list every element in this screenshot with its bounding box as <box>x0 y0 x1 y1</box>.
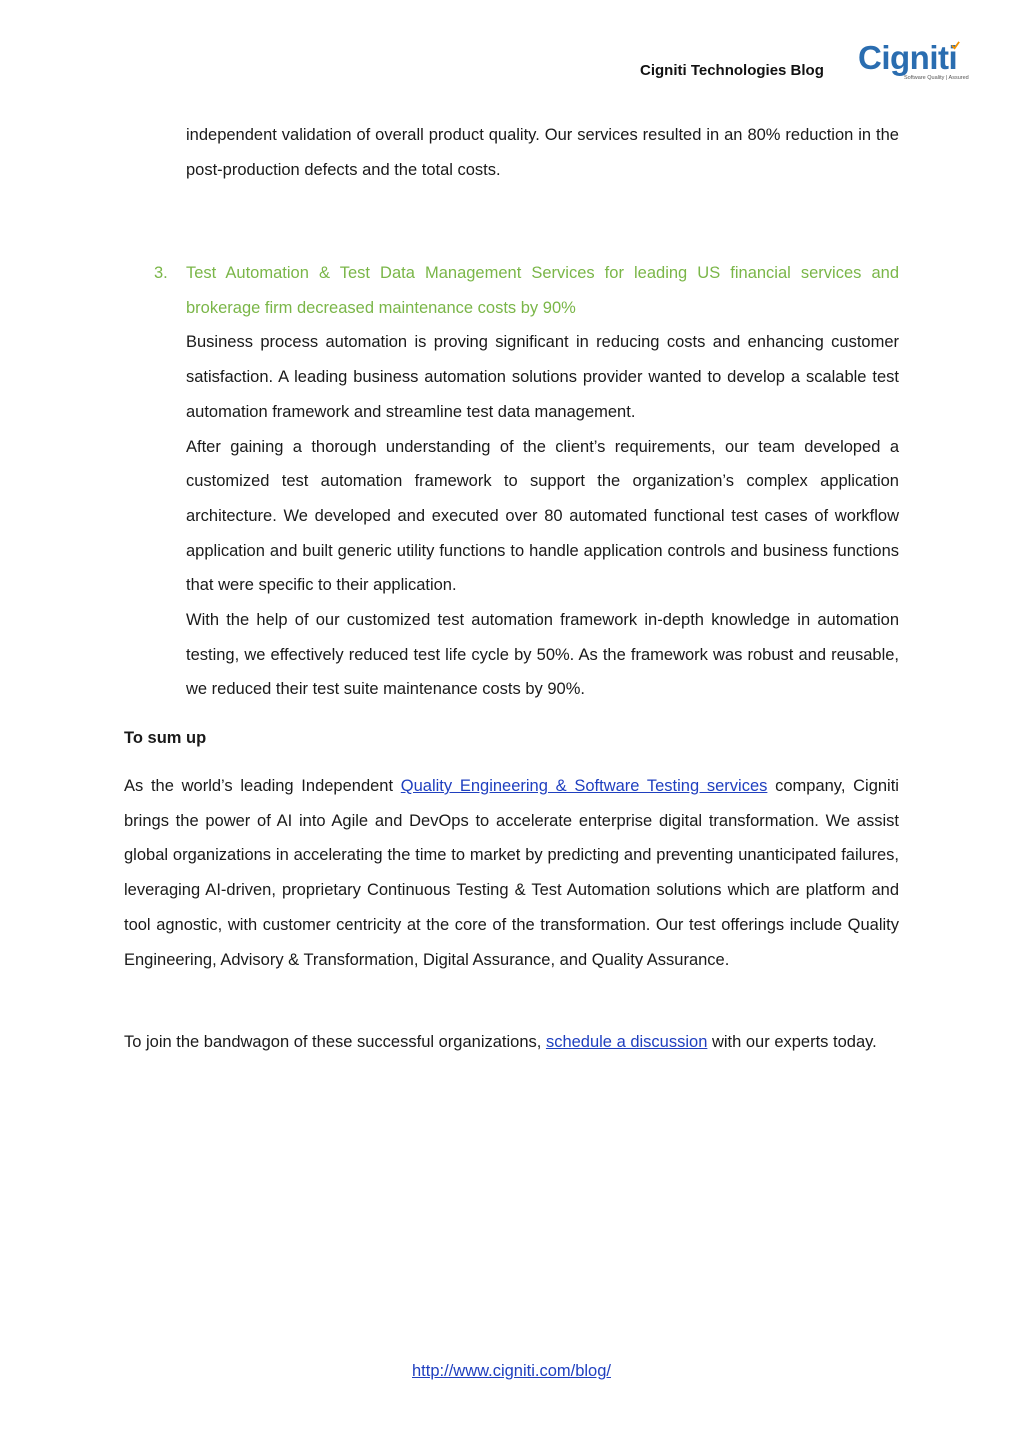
page-header <box>0 40 1023 90</box>
page-footer <box>0 1362 1023 1381</box>
logo-tagline: Software Quality | Assured <box>904 75 969 81</box>
list-item-paragraph: Business process automation is proving significant in reducing costs and enhancing customer satisfaction. A leading business automation solutions provider wanted to develop a scalable test automation framework and streamline test data management. <box>186 333 899 421</box>
schedule-discussion-link[interactable]: schedule a discussion <box>545 1033 708 1051</box>
intro-paragraph-block <box>186 118 899 187</box>
cta-paragraph-block <box>124 1025 899 1060</box>
cta-paragraph <box>124 1025 899 1060</box>
blog-title: Cigniti Technologies Blog <box>640 62 824 79</box>
cta-text-after-link: with our experts today. <box>707 1033 877 1051</box>
quality-engineering-link[interactable]: Quality Engineering & Software Testing services <box>400 777 768 795</box>
list-item-number: 3. <box>154 264 168 282</box>
cigniti-logo <box>858 40 974 84</box>
blog-url-link[interactable]: http://www.cigniti.com/blog/ <box>412 1362 611 1380</box>
list-item-paragraph: After gaining a thorough understanding of the client’s requirements, our team developed a customized test automation framework to support the organization’s complex application architecture. We developed and executed over 80 automated functional test cases of workflow application and built generic utility functions to handle application controls and business functions that were specific to their application. <box>186 437 899 595</box>
summary-heading-block <box>124 721 899 756</box>
summary-text-before-link: As the world’s leading Independent <box>124 777 401 795</box>
logo-tick-icon <box>951 41 960 50</box>
list-item-paragraph: With the help of our customized test automation framework in-depth knowledge in automation testing, we effectively reduced test life cycle by 50%. As the framework was robust and reusable, we reduced their test suite maintenance costs by 90%. <box>186 611 899 699</box>
summary-paragraph-block <box>124 769 899 977</box>
summary-heading: To sum up <box>124 729 207 747</box>
cta-text-before-link: To join the bandwagon of these successful organizations, <box>124 1033 546 1051</box>
list-item-heading: Test Automation & Test Data Management Services for leading US financial services and brokerage firm decreased maintenance costs by 90% <box>186 264 899 317</box>
svg-text:Cigniti: Cigniti <box>858 39 958 76</box>
summary-text-after-link: company, Cigniti brings the power of AI into Agile and DevOps to accelerate enterprise digital transformation. We assist global organizations in accelerating the time to market by predicting and preventing unanticipated failures, leveraging AI-driven, proprietary Continuous Testing & Test Automation solutions which are platform and tool agnostic, with customer centricity at the core of the transformation. Our test offerings include Quality Engineering, Advisory & Transformation, Digital Assurance, and Quality Assurance. <box>124 777 899 969</box>
list-item-3 <box>186 256 899 707</box>
intro-paragraph: independent validation of overall product quality. Our services resulted in an 80% reduction in the post-production defects and the total costs. <box>186 126 899 179</box>
summary-paragraph <box>124 769 899 977</box>
